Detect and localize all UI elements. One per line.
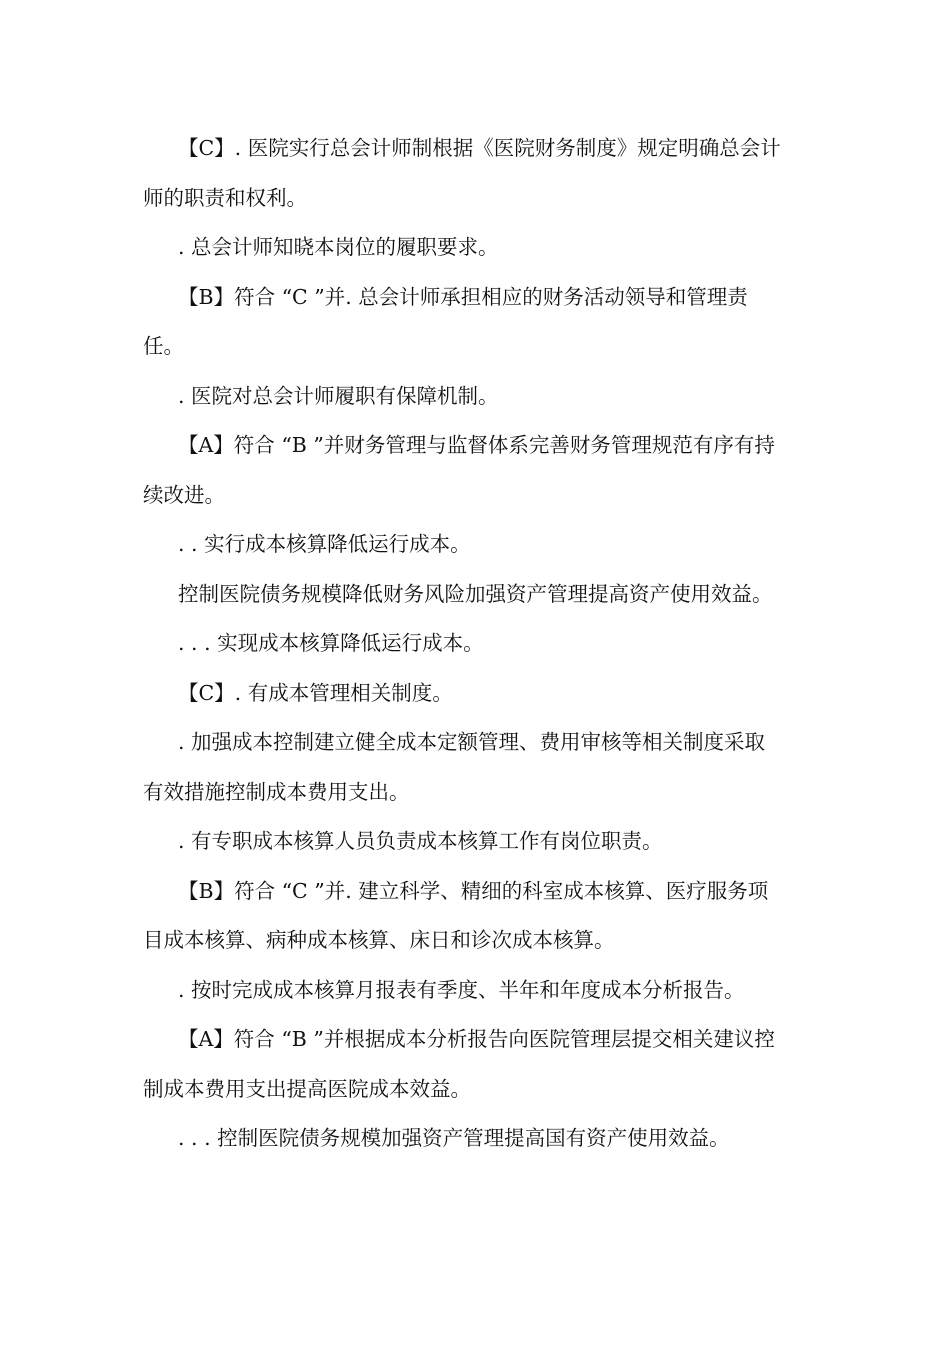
paragraph-14: 【A】符合 “B ”并根据成本分析报告向医院管理层提交相关建议控制成本费用支出提高医院成本效益。: [143, 1027, 775, 1101]
paragraph-12: 【B】符合 “C ”并. 建立科学、精细的科室成本核算、医疗服务项目成本核算、病种成本核算、床日和诊次成本核算。: [143, 878, 769, 952]
paragraph-3: 【B】符合 “C ”并. 总会计师承担相应的财务活动领导和管理责任。: [143, 284, 748, 358]
paragraph-9: 【C】. 有成本管理相关制度。: [178, 680, 453, 705]
paragraph-6: . . 实行成本核算降低运行成本。: [178, 532, 471, 556]
paragraph-15: . . . 控制医院债务规模加强资产管理提高国有资产使用效益。: [178, 1126, 730, 1150]
document-body: [143, 124, 783, 1164]
paragraph-7: 控制医院债务规模降低财务风险加强资产管理提高资产使用效益。: [178, 581, 773, 606]
paragraph-4: . 医院对总会计师履职有保障机制。: [178, 383, 499, 408]
paragraph-2: . 总会计师知晓本岗位的履职要求。: [178, 235, 499, 259]
paragraph-11: . 有专职成本核算人员负责成本核算工作有岗位职责。: [178, 829, 663, 853]
paragraph-5: 【A】符合 “B ”并财务管理与监督体系完善财务管理规范有序有持续改进。: [143, 433, 775, 507]
paragraph-1: 【C】. 医院实行总会计师制根据《医院财务制度》规定明确总会计师的职责和权利。: [143, 136, 781, 210]
paragraph-8: . . . 实现成本核算降低运行成本。: [178, 631, 484, 655]
paragraph-13: . 按时完成成本核算月报表有季度、半年和年度成本分析报告。: [178, 977, 745, 1002]
paragraph-10: . 加强成本控制建立健全成本定额管理、费用审核等相关制度采取有效措施控制成本费用支出。: [143, 730, 766, 804]
